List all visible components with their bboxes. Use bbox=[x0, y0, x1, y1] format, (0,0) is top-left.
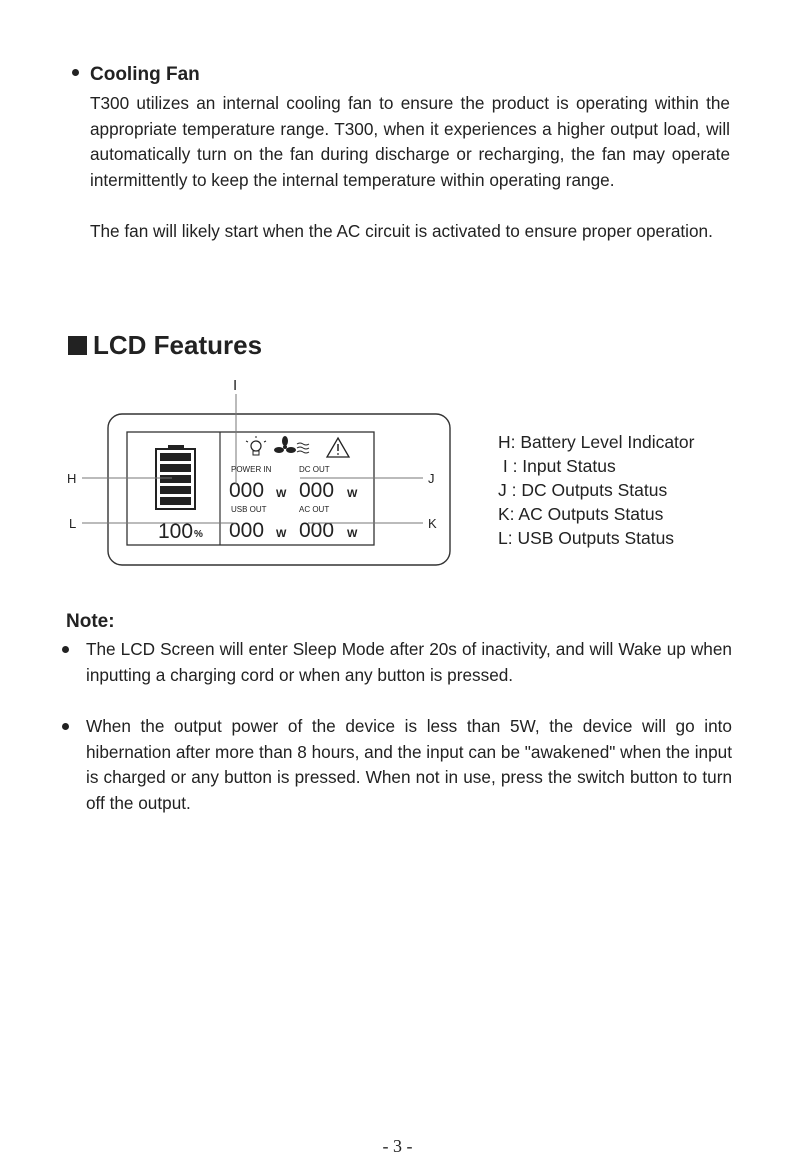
callout-k: K bbox=[428, 516, 437, 531]
bullet-icon bbox=[62, 723, 69, 730]
square-bullet-icon bbox=[68, 336, 87, 355]
callout-j: J bbox=[428, 471, 435, 486]
note-item-2-text: When the output power of the device is less than 5W, the device will go into hibernation after more than 8 hours, and the input can be "awakened" when the input is charged or any button is pressed. When not in use, press the switch button to turn off the output. bbox=[86, 716, 732, 813]
note-item-1-text: The LCD Screen will enter Sleep Mode after 20s of inactivity, and will Wake up when inputting a charging cord or when any button is pressed. bbox=[86, 639, 732, 685]
lcd-features-heading bbox=[68, 330, 262, 361]
power-in-label: POWER IN bbox=[231, 465, 272, 474]
bullet-icon bbox=[72, 69, 79, 76]
legend-item-k: K: AC Outputs Status bbox=[498, 504, 664, 524]
lcd-legend bbox=[498, 430, 694, 550]
cooling-fan-heading-text: Cooling Fan bbox=[90, 64, 200, 85]
battery-icon bbox=[156, 445, 195, 509]
callout-h: H bbox=[67, 471, 77, 486]
usb-out-unit: W bbox=[276, 528, 287, 540]
note-item-1 bbox=[62, 637, 732, 688]
legend-item-h: H: Battery Level Indicator bbox=[498, 432, 695, 452]
battery-percent-value: 100 bbox=[158, 520, 194, 543]
power-in-unit: W bbox=[276, 488, 287, 500]
legend-item-l: L: USB Outputs Status bbox=[498, 528, 675, 548]
legend-item-i: I : Input Status bbox=[498, 456, 616, 476]
callout-l: L bbox=[69, 516, 77, 531]
bullet-icon bbox=[62, 646, 69, 653]
note-heading: Note: bbox=[66, 611, 115, 632]
ac-out-unit: W bbox=[347, 528, 358, 540]
usb-out-label: USB OUT bbox=[231, 505, 267, 514]
dc-out-value: 000 bbox=[299, 479, 335, 502]
note-item-2 bbox=[62, 714, 732, 816]
callout-i: I bbox=[233, 377, 238, 394]
cooling-fan-paragraph-1: T300 utilizes an internal cooling fan to ensure the product is operating within the appropriate temperature range. T300, when it experiences a higher output load, will automatically turn on the fan during discharge or recharging, the fan may operate intermittently to keep the internal temperature within operating range. bbox=[90, 93, 730, 190]
dc-out-unit: W bbox=[347, 488, 358, 500]
ac-out-label: AC OUT bbox=[299, 505, 330, 514]
usb-out-value: 000 bbox=[229, 519, 265, 542]
lcd-diagram bbox=[60, 372, 460, 572]
cooling-fan-paragraph-2: The fan will likely start when the AC circuit is activated to ensure proper operation. bbox=[90, 221, 713, 241]
power-in-value: 000 bbox=[229, 479, 265, 502]
percent-unit: % bbox=[194, 529, 203, 540]
dc-out-label: DC OUT bbox=[299, 465, 330, 474]
page-number: - 3 - bbox=[382, 1136, 413, 1156]
cooling-fan-heading bbox=[72, 64, 200, 86]
ac-out-value: 000 bbox=[299, 519, 335, 542]
lcd-features-heading-text: LCD Features bbox=[93, 330, 263, 360]
legend-item-j: J : DC Outputs Status bbox=[498, 480, 668, 500]
